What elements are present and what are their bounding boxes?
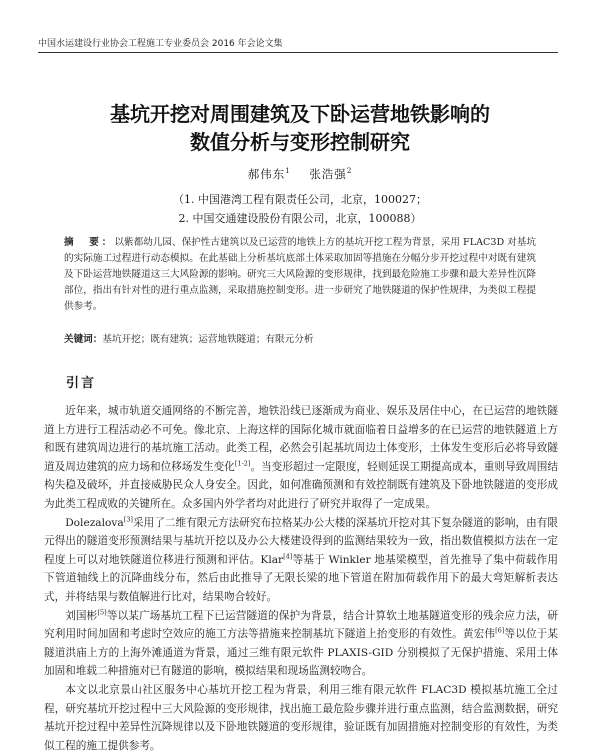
paper-title <box>0 100 600 156</box>
affiliation-2: 2. 中国交通建设股份有限公司，北京，100088） <box>178 212 422 225</box>
header-rule <box>38 52 558 53</box>
paragraph-2-text: 采用了二维有限元方法研究布拉格某办公大楼的深基坑开挖对其下复杂隧道的影响，由有限元得出的隧道变形预测结果与基坑开挖以及办公大楼建设得到的监测结果较为一致，指出数值模拟方法在一定程度上可以对地铁隧道位移进行预测和评估。Klar <box>44 516 558 566</box>
paragraph-1-text: 近年来，城市轨道交通网络的不断完善，地铁沿线已逐渐成为商业、娱乐及居住中心，在已运营的地铁隧道上方进行工程活动必不可免。像北京、上海这样的国际化城市就面临着日益增多的在已运营的地铁隧道上方和既有建筑周边进行的基坑施工活动。此类工程，必然会引起基坑周边土体变形，土体发生变形后必将导致隧道及周边建筑的应力场和位移场发生变化 <box>44 405 558 473</box>
citation: [1-2] <box>234 459 251 468</box>
body-text <box>44 402 558 755</box>
paragraph-3-text-cont: 等以位于某隧道洪庙上方的上海外滩通道为背景，通过三维有限元软件 PLAXIS-GID 分别模拟了无保护措施、采用土体加固和堆载二种措施对已有隧道的影响，模拟结果和现场监测较吻合。 <box>44 628 559 678</box>
paragraph-1 <box>44 402 558 514</box>
paragraph-3 <box>44 607 558 681</box>
paragraph-3-text: 等以某广场基坑工程下已运营隧道的保护为背景，结合计算软土地基隧道变形的残余应力法，研究利用时间加固和考虑时空效应的施工方法等措施来控制基坑下隧道上抬变形的有效性。黄宏伟 <box>44 609 559 641</box>
author-2-affil-mark: 2 <box>346 167 353 176</box>
keywords-label: 关键词： <box>64 334 103 345</box>
title-line-1: 基坑开挖对周围建筑及下卧运营地铁影响的 <box>110 102 490 126</box>
citation: [3] <box>123 515 133 524</box>
keywords-text: 基坑开挖；既有建筑；运营地铁隧道；有限元分析 <box>102 334 314 345</box>
affiliation-1: （1. 中国港湾工程有限责任公司，北京，100027； <box>173 193 427 206</box>
author-2: 张浩强 <box>309 167 347 181</box>
paragraph-2 <box>44 514 558 607</box>
citation-number: 4 <box>285 552 290 561</box>
citation-number: 3 <box>126 515 131 524</box>
running-header: 中国水运建设行业协会工程施工专业委员会 2016 年会论文集 <box>38 39 283 49</box>
paragraph-1-text-cont: 。当变形超过一定限度，轻则延误工期提高成本，重则导致周围结构失稳及破坏，并直接威胁民众人身安全。因此，如何准确预测和有效控制既有建筑及下卧地铁隧道的变形成为此类工程成败的关键所在。众多国内外学者均对此进行了研究并取得了一定成果。 <box>44 460 558 510</box>
section-heading-introduction: 引言 <box>66 376 97 391</box>
keywords <box>64 332 536 348</box>
author-name-ref: 刘国彬 <box>65 609 98 622</box>
paragraph-2-text-cont: 等基于 Winkler 地基梁模型，首先推导了集中荷载作用下管道轴线上的沉降曲线分布，然后由此推导了无限长梁的地下管道在附加荷载作用下的最大弯矩解析表达式，并将结果与数值解进行比对，结果吻合较好。 <box>44 553 558 603</box>
author-1-affil-mark: 1 <box>285 167 291 176</box>
author-1: 郝伟东 <box>247 167 286 181</box>
citation-number: 1-2 <box>237 459 248 468</box>
citation: [4] <box>283 552 293 561</box>
citation: [5] <box>97 608 107 616</box>
author-line <box>0 166 600 182</box>
abstract <box>64 235 536 315</box>
abstract-text: 以紫都幼儿园、保护性古建筑以及已运营的地铁上方的基坑开挖工程为背景，采用 FLAC3D 对基坑的实际施工过程进行动态模拟。在此基础上分析基坑底部土体采取加固等措施在分幅分步开挖过程中对既有建筑及下卧运营地铁隧道这三大风险源的影响。研究三大风险源的变形规律，找到最危险施工步骤和最大差异性沉降部位，指出有针对性的进行重点监测，采取措施控制变形。进一步研究了地铁隧道的保护性规律，为类似工程提供参考。 <box>64 237 536 312</box>
title-line-2: 数值分析与变形控制研究 <box>190 130 410 154</box>
abstract-label: 摘 要： <box>64 237 115 248</box>
affiliations <box>0 190 600 228</box>
citation: [6] <box>495 626 505 635</box>
author-name-ref: Dolezalova <box>65 516 124 529</box>
citation-number: 5 <box>99 608 105 616</box>
citation-number: 6 <box>497 626 502 635</box>
paragraph-4: 本文以北京景山社区服务中心基坑开挖工程为背景，利用三维有限元软件 FLAC3D 模拟基坑施工全过程，研究基坑开挖过程中三大风险源的变形规律，找出施工最危险步骤并进行重点监测，结合监测数据，研究基坑开挖过程中差异性沉降规律以及下卧地铁隧道的变形规律，验证既有加固措施对控制变形的有效性，为类似工程的施工提供参考。 <box>44 683 558 752</box>
